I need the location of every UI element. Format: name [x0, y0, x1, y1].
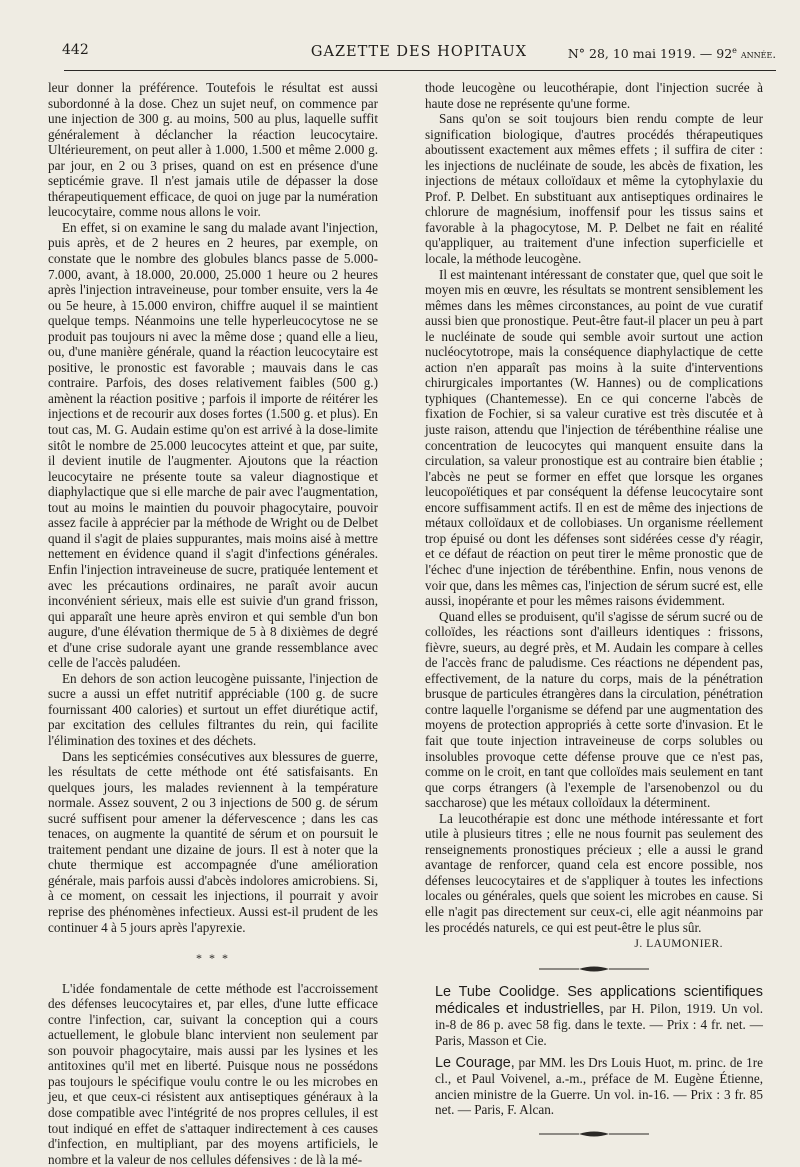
page-number: 442: [62, 42, 89, 58]
paragraph: En dehors de son action leucogène puissante, l'injection de sucre a aussi un effet nutritif appréciable (100 g. de sucre fournissant 400 calories) et surtout un effet diurétique actif, par excitation des cellules filtrantes du rein, qui facilite l'élimination des toxines et des déchets.: [48, 670, 378, 748]
left-column: [48, 80, 378, 1167]
paragraph: Il est maintenant intéressant de constater que, quel que soit le moyen mis en œuvre, les résultats se montrent sensiblement les mêmes dans les mêmes circonstances, au point de vue curatif aussi bien que pronostique. Peut-être faut-il placer un peu à part le nucléinate de soude qui semble avoir surtout une action nucléocytotrope, mais la conséquence diaphylactique de cette action n'en apparaît pas moins à la suite d'interventions chirurgicales importantes (W. Hannes) ou de complications typhiques (Chantemesse). En ce qui concerne l'abcès de fixation de Fochier, si sa valeur curative est très discutée et à juste raison, attendu que l'injection de térébenthine réalise une concentration de leucocytes qui manquent ensuite dans la circulation, sa valeur pronostique est au contraire bien établie ; l'abcès ne peut se former en effet que lorsque les organes leucopoïétiques et par conséquent la défense leucocytaire sont encore suffisamment actifs. Il en est de même des injections de métaux colloïdaux et de collobiases. Un organisme réellement trop épuisé ou dont les défenses sont sidérées cesse d'y réagir, et ce défaut de réaction on peut tirer le même pronostic que de l'échec d'une injection de térébenthine. Enfin, nous venons de voir que, dans les mêmes cas, l'injection de sérum sucré est, elle aussi, inopérante et pour les mêmes raisons évidemment.: [425, 266, 763, 609]
header-rule: [64, 70, 776, 71]
paragraph: leur donner la préférence. Toutefois le résultat est aussi subordonné à la dose. Chez un sujet neuf, on commence par une injection de 300 g. au moins, 500 au plus, laquelle suffit généralement à déclancher la réaction leucocytaire. Ultérieurement, on peut aller à 1.000, 1.500 et même 2.000 g. par jour, en 2 ou 3 prises, quand on est en présence d'une septicémie grave. Il n'est jamais utile de dépasser la dose thérapeutiquement efficace, de quoi on juge par la numération leucocytaire, comme nous allons le voir.: [48, 80, 378, 220]
author-signature: J. LAUMONIER.: [634, 938, 723, 951]
running-header: [62, 38, 776, 68]
ornament-divider-icon: [425, 1126, 763, 1142]
book-details: par H. Pilon, 1919. Un vol. in-8 de 86 p. avec 58 fig. dans le texte. — Prix : 4 fr. net. — Paris, Masson et Cie.: [435, 1000, 763, 1048]
paragraph: Sans qu'on se soit toujours bien rendu compte de leur signification biologique, d'autres procédés thérapeutiques aboutissent exactement aux mêmes effets ; il suffira de citer : les injections de nucléinate de soude, les abcès de fixation, les injections de métaux colloïdaux et même la cytophylaxie du Prof. P. Delbet. En substituant aux antiseptiques ordinaires le chlorure de magnésium, inoffensif pour les tissus sains et favorable à la phagocytose, M. P. Delbet ne fait en réalité qu'appliquer, au traitement d'une infection superficielle et locale, la méthode leucogène.: [425, 111, 763, 267]
right-column: [425, 80, 763, 1149]
paragraph: La leucothérapie est donc une méthode intéressante et fort utile à plusieurs titres ; elle ne nous fournit pas seulement des renseignements pronostiques précieux ; elle a aussi le grand avantage de renforcer, quand cela est encore possible, nos défenses leucocytaires et de s'appliquer à toutes les infections locales ou générales, quels que soient les microbes en cause. Si elle n'agit pas directement sur ceux-ci, elle agit néanmoins par les procédés naturels, ce qui est peut-être le plus sûr.: [425, 810, 763, 935]
ornament-divider-icon: [425, 961, 763, 977]
book-notice: [425, 1055, 763, 1118]
issue-line: [568, 46, 776, 61]
book-title: Le Courage,: [435, 1054, 515, 1071]
paragraph: L'idée fondamentale de cette méthode est l'accroissement des défenses leucocytaires et, par elles, d'une lutte efficace contre l'infection, car, suivant la conception qui a cours actuellement, le globule blanc intervient non seulement par son pouvoir phagocytaire, mais aussi par les lysines et les antitoxines qu'il met en liberté. Puisque nous ne possédons pas toujours le spécifique voulu contre le ou les microbes en jeu, et que ceux-ci résistent aux antiseptiques généraux à la dose compatible avec l'intégrité de nos propres cellules, il est tout indiqué en effet de s'attaquer indirectement à ces causes d'infection, en multipliant, par des moyens artificiels, le nombre et la valeur de nos cellules défensives : de là la mé-: [48, 980, 378, 1167]
issue-tail: année.: [740, 47, 776, 62]
issue-text: N° 28, 10 mai 1919. — 92: [567, 46, 733, 62]
paragraph: En effet, si on examine le sang du malade avant l'injection, puis après, et de 2 heures en 2 heures, par exemple, on constate que le nombre des globules blancs passe de 5.000-7.000, avant, à 18.000, 20.000, 25.000 1 heure ou 2 heures après l'injection intraveineuse, pour tomber ensuite, vers la 4e ou 5e heure, à 15.000 environ, chiffre auquel il se maintient quelque temps. Néanmoins une telle hyperleucocytose ne se produit pas toujours ni avec la même dose ; quand elle a lieu, ou, d'une manière générale, quand la réaction leucocytaire est positive, le pronostic est favorable ; mauvais dans le cas contraire. Parfois, des doses relativement faibles (500 g.) amènent la réaction positive ; parfois il importe de réitérer les injections et de recourir aux doses fortes (1.500 g. et plus). En tout cas, M. G. Audain estime qu'on est arrivé à la dose-limite sitôt le nombre de 25.000 leucocytes atteint et que, par suite, il devient inutile de l'augmenter. Ajoutons que la réaction leucocytaire ne présente toute sa valeur diagnostique et diaphylactique que si elle marche de pair avec l'augmentation, tout au moins le maintien du pouvoir phagocytaire, pouvoir assez facile à apprécier par la méthode de Wright ou de Delbet quand il s'agit de plaies suppurantes, mais moins aisé à mettre nettement en évidence quand il s'agit d'infections générales. Enfin l'injection intraveineuse de sucre, pratiquée lentement et avec les précautions ordinaires, ne paraît avoir aucun inconvénient sérieux, mais elle est suivie d'un grand frisson, qui apparaît une heure après environ et qui semble d'un bon augure, d'une élévation thermique de 5 à 8 dixièmes de degré et d'une crise sudorale ayant une grande ressemblance avec celle de l'accès paludéen.: [48, 219, 378, 671]
section-separator: * * *: [196, 951, 230, 966]
issue-sup: e: [732, 46, 737, 55]
book-title: Le Tube Coolidge. Ses applications scientifiques médicales et industrielles,: [435, 984, 763, 1017]
book-details: par MM. les Drs Louis Huot, m. princ. de 1re cl., et Paul Voivenel, a.-m., préface de M. Eugène Étienne, ancien ministre de la Guerre. Un vol. in-16. — Prix : 3 fr. 85 net. — Paris, F. Alcan.: [435, 1054, 763, 1118]
journal-title: GAZETTE DES HOPITAUX: [310, 44, 528, 60]
paragraph: Dans les septicémies consécutives aux blessures de guerre, les résultats de cette méthode ont été satisfaisants. En quelques jours, les malades reviennent à la température normale. Assez souvent, 2 ou 3 injections de 500 g. de sérum sucré suffisent pour amener la défervescence ; dans les cas tenaces, on augmente la quantité de sérum et on poursuit le traitement pendant une dizaine de jours. Il est à noter que la chute thermique est accompagnée d'une amélioration générale, mais parfois aussi d'abcès indolores amicrobiens. Si, à ce moment, on cessait les injections, il pourrait y avoir reprise des phénomènes infectieux. Aussi est-il prudent de les continuer 4 à 5 jours après l'apyrexie.: [48, 748, 378, 935]
paragraph: thode leucogène ou leucothérapie, dont l'injection sucrée à haute dose ne représente qu'une forme.: [425, 80, 763, 111]
paragraph: Quand elles se produisent, qu'il s'agisse de sérum sucré ou de colloïdes, les réactions sont d'ailleurs identiques : frissons, fièvre, sueurs, au degré près, et M. Audain les compare à celles de l'accès franc de paludisme. Ces réactions ne dépendent pas, effectivement, de la nature du corps, mais de la pénétration brusque de particules étrangères dans la circulation, pénétration contre laquelle l'organisme se défend par une augmentation des moyens de protection appropriés à cette sorte d'invasion. Et le fait que toute injection intraveineuse de corps solubles ou insolubles provoque cette défense prouve que ce n'est pas, comme on le croit, en tant que colloïdes mais seulement en tant que corps étrangers (à l'exemple de l'arsenobenzol ou du saccharose) que les métaux colloïdaux la déterminent.: [425, 608, 763, 811]
book-notice: [425, 984, 763, 1048]
